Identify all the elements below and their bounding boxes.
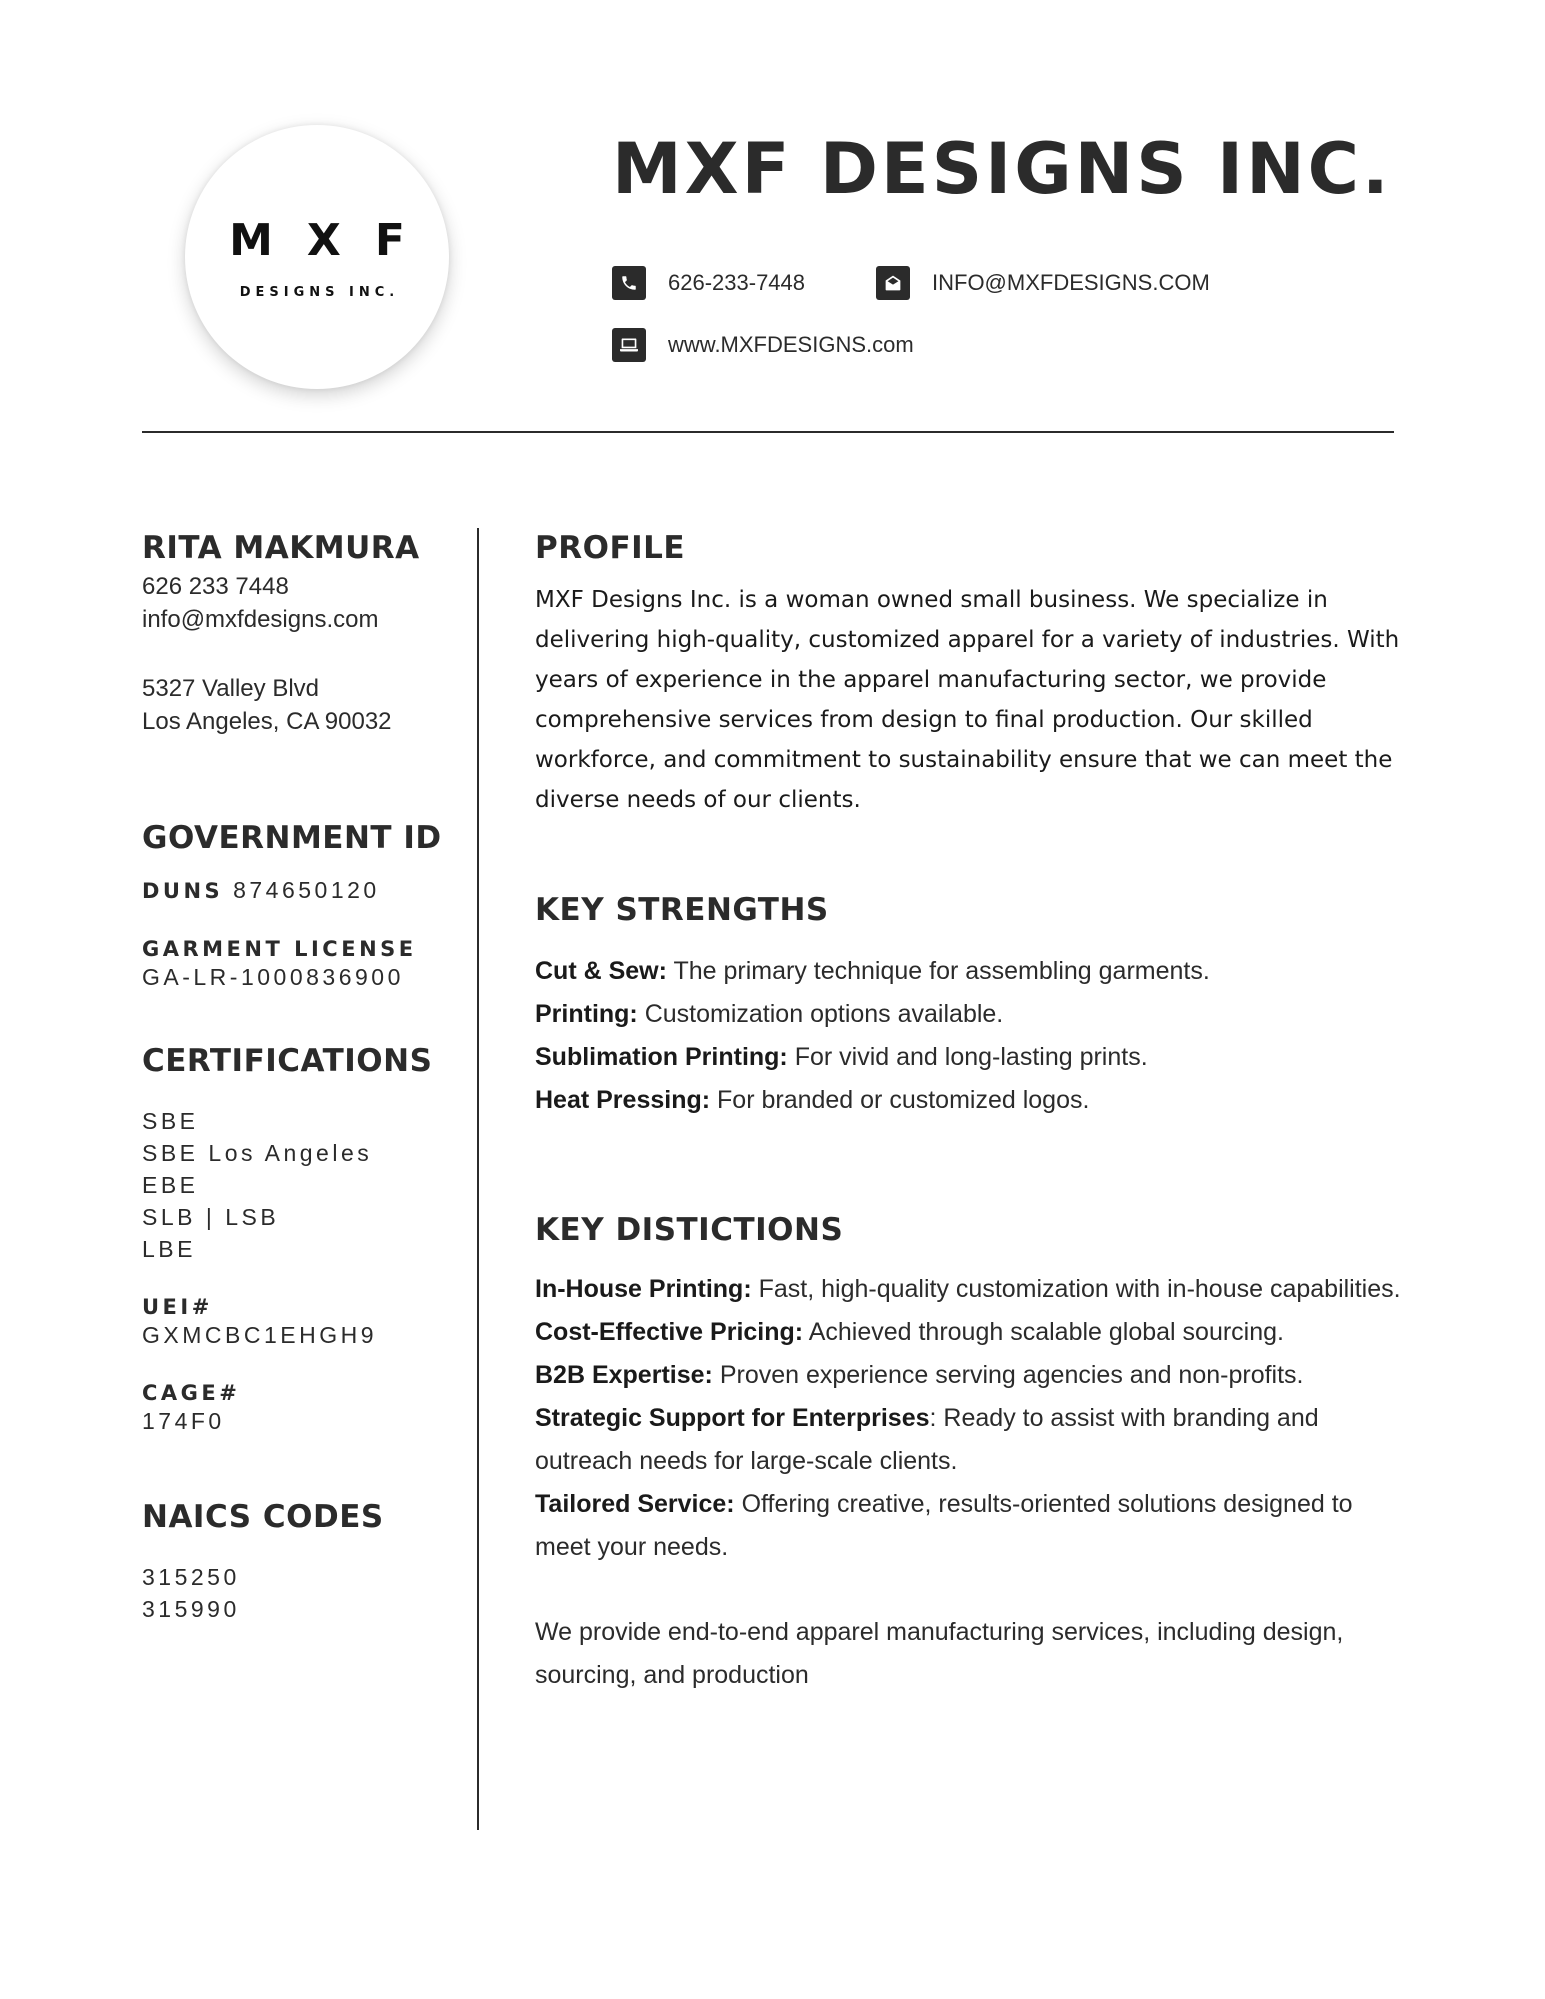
left-column — [142, 530, 462, 1625]
certification-item: LBE — [142, 1236, 196, 1262]
naics-list — [142, 1561, 462, 1625]
naics-code: 315250 — [142, 1564, 240, 1590]
phone-icon — [612, 266, 646, 300]
duns-value: 874650120 — [233, 877, 380, 903]
distinction-label: Strategic Support for Enterprises — [535, 1404, 930, 1432]
strength-item — [535, 1036, 1415, 1079]
logo-mark: MXF — [229, 215, 439, 266]
header-phone-text: 626-233-7448 — [668, 270, 806, 295]
distinction-label: In-House Printing: — [535, 1275, 752, 1303]
column-divider — [477, 528, 479, 1830]
strength-item — [535, 1079, 1415, 1122]
distinction-label: Tailored Service: — [535, 1490, 735, 1518]
logo-subtitle: DESIGNS INC. — [239, 285, 400, 300]
government-id-heading: GOVERNMENT ID — [142, 820, 442, 856]
header-divider — [142, 431, 1394, 433]
distinction-item — [535, 1311, 1415, 1354]
key-distinctions-heading: KEY DISTICTIONS — [535, 1212, 844, 1248]
distinction-text: : Ready to assist with branding and outreach needs for large-scale clients. — [535, 1404, 1319, 1475]
certification-item: SLB | LSB — [142, 1204, 280, 1230]
address-line2: Los Angeles, CA 90032 — [142, 708, 392, 735]
strength-text: The primary technique for assembling garments. — [673, 957, 1210, 985]
strength-text: For branded or customized logos. — [717, 1086, 1090, 1114]
key-strengths-heading: KEY STRENGTHS — [535, 892, 829, 928]
license-label: GARMENT LICENSE — [142, 937, 417, 961]
certifications-heading: CERTIFICATIONS — [142, 1043, 433, 1079]
cage-label: CAGE# — [142, 1381, 241, 1405]
certification-item: SBE — [142, 1108, 199, 1134]
address-line1: 5327 Valley Blvd — [142, 675, 319, 702]
naics-heading: NAICS CODES — [142, 1499, 384, 1535]
distinction-label: Cost-Effective Pricing: — [535, 1318, 804, 1346]
company-logo — [185, 125, 449, 389]
profile-heading: PROFILE — [535, 530, 686, 566]
strength-label: Sublimation Printing: — [535, 1043, 788, 1071]
certifications-list — [142, 1105, 462, 1265]
right-column — [535, 530, 1415, 1697]
header-website — [612, 328, 914, 362]
distinction-item — [535, 1268, 1415, 1311]
distinction-text: Proven experience serving agencies and non-profits. — [719, 1361, 1304, 1389]
distinction-item — [535, 1354, 1415, 1397]
header-website-text: www.MXFDESIGNS.com — [668, 332, 914, 357]
uei-label: UEI# — [142, 1295, 213, 1319]
strength-label: Cut & Sew: — [535, 957, 667, 985]
contact-name: RITA MAKMURA — [142, 530, 420, 566]
strength-text: For vivid and long-lasting prints. — [794, 1043, 1148, 1071]
strength-text: Customization options available. — [644, 1000, 1004, 1028]
strength-label: Printing: — [535, 1000, 638, 1028]
strength-label: Heat Pressing: — [535, 1086, 711, 1114]
company-name: MXF DESIGNS INC. — [612, 128, 1392, 210]
certification-item: EBE — [142, 1172, 199, 1198]
uei-value: GXMCBC1EHGH9 — [142, 1322, 377, 1348]
certification-item: SBE Los Angeles — [142, 1140, 373, 1166]
laptop-icon — [612, 328, 646, 362]
email-icon — [876, 266, 910, 300]
distinction-text: Offering creative, results-oriented solutions designed to meet your needs. — [535, 1490, 1353, 1561]
header-phone — [612, 266, 805, 300]
cage-value: 174F0 — [142, 1408, 225, 1434]
distinction-label: B2B Expertise: — [535, 1361, 713, 1389]
key-distinctions-list — [535, 1268, 1415, 1569]
distinction-item — [535, 1397, 1415, 1483]
contact-email: info@mxfdesigns.com — [142, 606, 379, 633]
duns-label: DUNS — [142, 879, 224, 903]
license-value: GA-LR-1000836900 — [142, 964, 404, 990]
duns-row — [142, 874, 462, 907]
strength-item — [535, 993, 1415, 1036]
strength-item — [535, 950, 1415, 993]
closing-statement: We provide end-to-end apparel manufacturing services, including design, sourcing, and production — [535, 1618, 1344, 1689]
key-strengths-list — [535, 950, 1415, 1122]
contact-phone: 626 233 7448 — [142, 573, 289, 600]
naics-code: 315990 — [142, 1596, 240, 1622]
header-email — [876, 266, 1210, 300]
profile-text: MXF Designs Inc. is a woman owned small business. We specialize in delivering high-quality, customized apparel for a variety of industries. With years of experience in the apparel manufacturing sector, we provide comprehensive services from design to final production. Our skilled workforce, and commitment to sustainability ensure that we can meet the diverse needs of our clients. — [535, 587, 1400, 813]
distinction-text: Achieved through scalable global sourcing. — [808, 1318, 1284, 1346]
distinction-item — [535, 1483, 1415, 1569]
header-email-text: INFO@MXFDESIGNS.COM — [932, 270, 1210, 295]
distinction-text: Fast, high-quality customization with in-house capabilities. — [758, 1275, 1401, 1303]
